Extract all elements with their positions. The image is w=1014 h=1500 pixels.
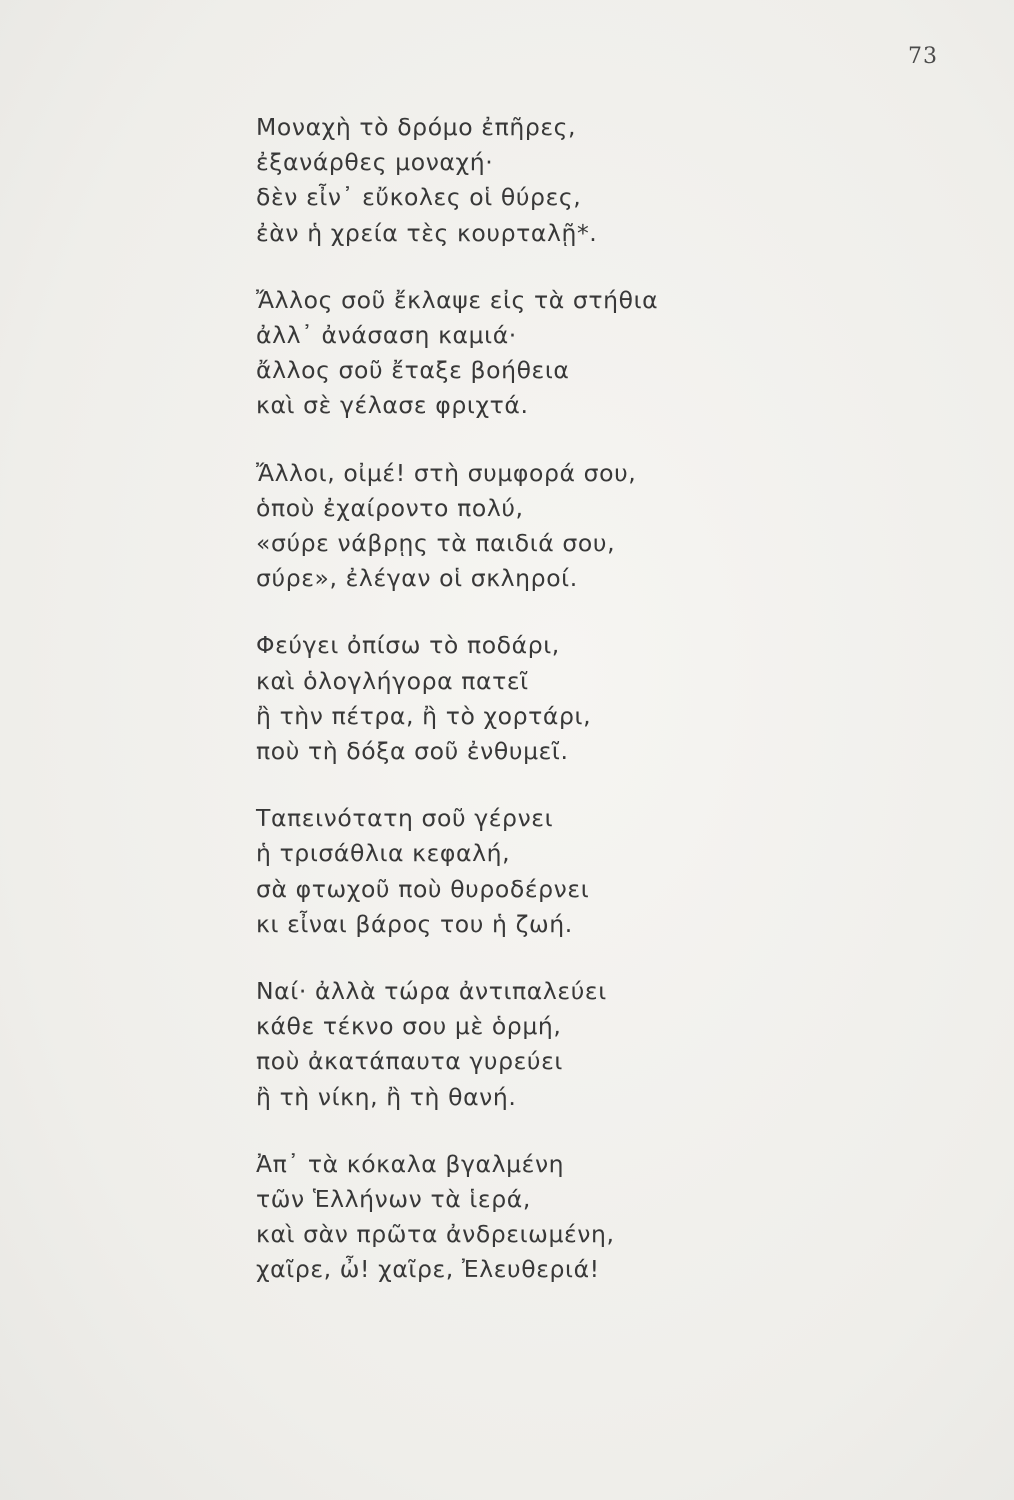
stanza (256, 456, 936, 597)
poem-line: ἢ τὴν πέτρα, ἢ τὸ χορτάρι, (256, 701, 592, 730)
poem-line: κάθε τέκνο σου μὲ ὁρμή, (256, 1012, 562, 1041)
poem-line: σὰ φτωχοῦ ποὺ θυροδέρνει (256, 874, 590, 903)
stanza (256, 1147, 936, 1288)
poem-line: Ἄλλοι, οἰμέ! στὴ συμφορά σου, (256, 458, 637, 487)
poem-line: ἡ τρισάθλια κεφαλή, (256, 839, 511, 868)
poem-line: καὶ ὁλογλήγορα πατεῖ (256, 666, 529, 695)
poem-line: ἄλλος σοῦ ἔταξε βοήθεια (256, 356, 570, 385)
poem-line: ὁποὺ ἐχαίροντο πολύ, (256, 493, 524, 522)
poem-line: ἀλλ᾽ ἀνάσαση καμιά· (256, 321, 517, 350)
poem-line: κι εἶναι βάρος του ἡ ζωή. (256, 909, 573, 938)
poem-line: χαῖρε, ὦ! χαῖρε, Ἐλευθεριά! (256, 1255, 600, 1284)
poem-line: καὶ σὲ γέλασε φριχτά. (256, 391, 529, 420)
poem-line: ποὺ ἀκατάπαυτα γυρεύει (256, 1047, 563, 1076)
poem-line: ποὺ τὴ δόξα σοῦ ἐνθυμεῖ. (256, 737, 569, 766)
poem-line: Ἄλλος σοῦ ἔκλαψε εἰς τὰ στήθια (256, 285, 659, 314)
poem-line: Ναί· ἀλλὰ τώρα ἀντιπαλεύει (256, 977, 607, 1006)
poem-line: καὶ σὰν πρῶτα ἀνδρειωμένη, (256, 1220, 615, 1249)
poem-line: Φεύγει ὀπίσω τὸ ποδάρι, (256, 631, 560, 660)
stanza (256, 801, 936, 942)
poem-line: Μοναχὴ τὸ δρόμο ἐπῆρες, (256, 113, 577, 141)
poem-line: ἐξανάρθες μοναχή· (256, 148, 494, 177)
poem-line: Ταπεινότατη σοῦ γέρνει (256, 804, 554, 833)
stanza (256, 628, 936, 769)
stanza (256, 974, 936, 1115)
stanza (256, 110, 936, 251)
poem-line: «σύρε νάβρῃς τὰ παιδιά σου, (256, 529, 616, 558)
poem-line: ἐὰν ἡ χρεία τὲς κουρταλῇ*. (256, 218, 598, 247)
page-number: 73 (908, 44, 938, 69)
poem-line: ἢ τὴ νίκη, ἢ τὴ θανή. (256, 1082, 517, 1111)
poem-line: δὲν εἶν᾽ εὔκολες οἱ θύρες, (256, 183, 582, 212)
stanza (256, 283, 936, 424)
poem-line: Ἀπ᾽ τὰ κόκαλα βγαλμένη (256, 1149, 565, 1178)
poem (256, 110, 936, 1320)
poem-line: σύρε», ἐλέγαν οἱ σκληροί. (256, 564, 578, 593)
poem-line: τῶν Ἑλλήνων τὰ ἱερά, (256, 1185, 531, 1214)
